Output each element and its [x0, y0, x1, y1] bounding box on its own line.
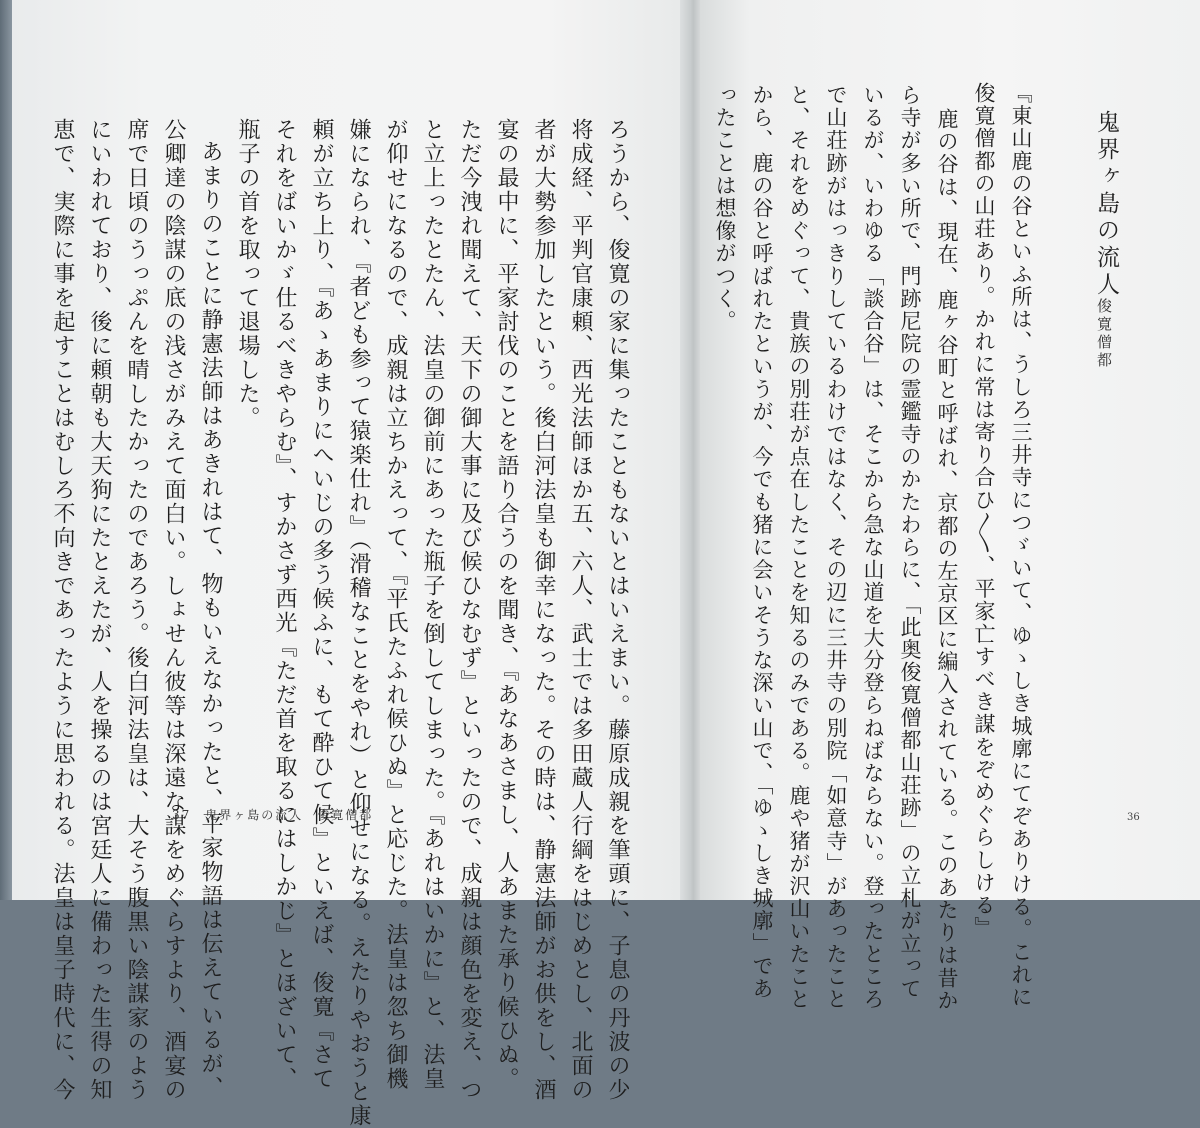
text-column: ろうから、俊寛の家に集ったこともないとはいえまい。藤原成親を筆頭に、子息の丹波の少	[605, 118, 630, 1102]
text-column: 鹿の谷は、現在、鹿ヶ谷町と呼ばれ、京都の左京区に編入されている。このあたりは昔か	[935, 108, 959, 1012]
text-column: それをばいかゞ仕るべきやらむ』、すかさず西光『ただ首を取るにはしかじ』とほざいて、	[272, 118, 297, 1091]
text-column: 宴の最中に、平家討伐のことを語り合うのを聞き、『あなあさまし、人あまた承り候ひぬ。	[494, 118, 519, 1091]
text-column: と立上ったとたん、法皇の御前にあった瓶子を倒してしまった。『あれはいかに』と、法皇	[420, 118, 445, 1091]
text-column: と、それをめぐって、貴族の別荘が点在したことを知るのみである。鹿や猪が沢山いたこと	[787, 84, 811, 1011]
right-page-number: 36	[1127, 812, 1140, 823]
background-edge	[0, 0, 12, 900]
text-column: が仰せになるので、成親は立ちかえって、『平氏たふれ候ひぬ』と応じた。法皇は忽ち御機	[383, 118, 408, 1091]
text-column: ったことは想像がつく。	[713, 84, 737, 333]
text-column: で山荘跡がはっきりしているわけではなく、その辺に三井寺の別院「如意寺」があったこと	[824, 84, 848, 1011]
text-column: 公卿達の陰謀の底の浅さがみえて面白い。しょせん彼等は深遠な謀をめぐらすより、酒宴の	[161, 118, 186, 1102]
text-column: 頼が立ち上り、『あゝあまりにへいじの多う候ふに、もて酔ひて候』といえば、俊寛『さて	[309, 118, 334, 1091]
text-column: ただ今洩れ聞えて、天下の御大事に及び候ひなむず』といったので、成親は顔色を変え、つ	[457, 118, 482, 1102]
text-column: あまりのことに静憲法師はあきれはて、物もいえなかったと、平家物語は伝えているが、	[198, 140, 223, 1100]
text-column: 俊寛僧都の山荘あり。かれに常は寄り合ひ〳〵、平家亡すべき謀をぞめぐらしける』	[972, 82, 996, 940]
text-column: から、鹿の谷と呼ばれたというが、今でも猪に会いそうな深い山で、「ゆゝしき城廓」であ	[750, 84, 774, 1001]
chapter-title: 鬼界ヶ島の流人	[1093, 110, 1119, 299]
text-column: にいわれており、後に頼朝も大天狗にたとえたが、人を操るのは宮廷人に備わった生得の知	[87, 118, 112, 1102]
text-column: 嫌になられ、『者ども参って猿楽仕れ』（滑稽なことをやれ）と仰せになる。えたりやおうと康	[346, 118, 371, 1128]
text-column: いるが、いわゆる「談合谷」は、そこから急な山道を大分登らねばならない。登ったところ	[861, 84, 885, 1011]
text-column: 恵で、実際に事を起すことはむしろ不向きであったように思われる。法皇は皇子時代に、今	[50, 118, 75, 1102]
text-column: 将成経、平判官康頼、西光法師ほか五、六人、武士では多田蔵人行綱をはじめとし、北面の	[568, 118, 593, 1102]
text-column: 席で日頃のうっぷんを晴したかったのであろう。後白河法皇は、大そう腹黒い陰謀家のよう	[124, 118, 149, 1102]
text-column: 瓶子の首を取って退場した。	[235, 118, 260, 430]
left-page-footer: 37 鬼界ヶ島の流人 俊寛僧都	[172, 808, 374, 822]
text-column: 者が大勢参加したという。後白河法皇も御幸になった。その時は、静憲法師がお供をし、酒	[531, 118, 556, 1102]
text-column: 『東山鹿の谷といふ所は、うしろ三井寺につゞいて、ゆゝしき城廓にてぞありける。これに	[1009, 82, 1033, 1009]
chapter-subtitle: 俊寛僧都	[1095, 298, 1113, 370]
text-column: ら寺が多い所で、門跡尼院の霊鑑寺のかたわらに、「此奥俊寛僧都山荘跡」の立札が立って	[898, 84, 922, 1001]
